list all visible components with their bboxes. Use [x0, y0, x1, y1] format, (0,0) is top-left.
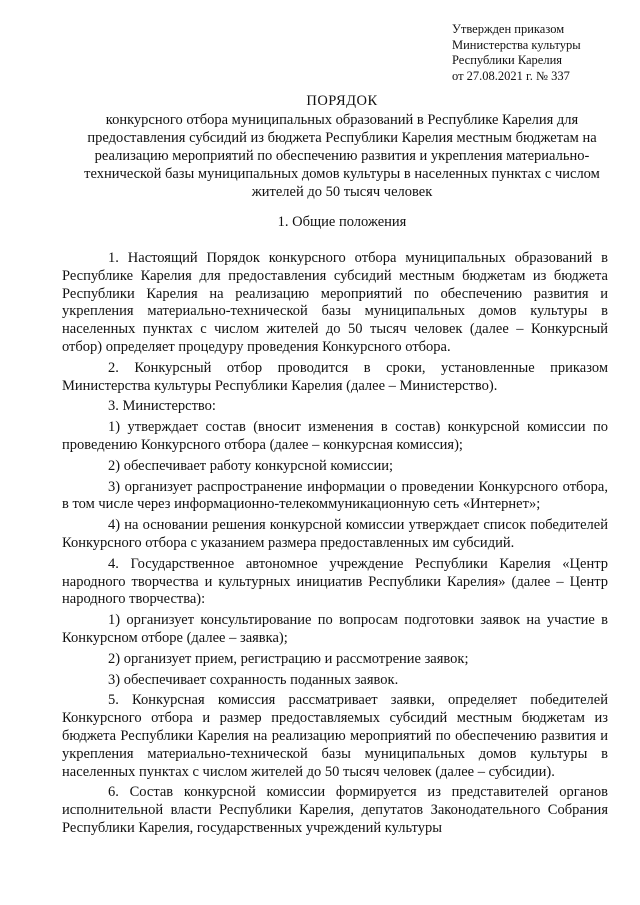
paragraph: 3. Министерство:	[108, 398, 216, 415]
paragraph: 5. Конкурсная комиссия рассматривает заявки, определяет победителей Конкурсного отбора и размер предоставляемых субсидий местным бюджетам из бюджета Республики Карелия на реализацию мероприятий по обеспечению развития и укрепления материально-технической базы муниципальных домов культуры в населенных пунктах с числом жителей до 50 тысяч человек (далее – субсидии).	[62, 692, 608, 780]
document-title	[76, 92, 608, 201]
approval-line: Республики Карелия	[452, 53, 563, 67]
approval-line: от 27.08.2021 г. № 337	[452, 68, 570, 83]
paragraph: 2) организует прием, регистрацию и рассмотрение заявок;	[108, 650, 469, 667]
paragraph: 6. Состав конкурсной комиссии формируется из представителей органов исполнительной власти Республики Карелия, депутатов Законодательного Собрания Республики Карелия, государственных учреждений культуры	[62, 784, 608, 836]
approval-line: Министерства культуры	[452, 37, 581, 52]
paragraph: 3) организует распространение информации о проведении Конкурсного отбора, в том числе через информационно-телекоммуникационную сеть «Интернет»;	[62, 478, 608, 513]
approval-line: Утвержден приказом	[452, 22, 565, 36]
paragraph: 1. Настоящий Порядок конкурсного отбора муниципальных образований в Республике Карелия для предоставления субсидий местным бюджетам из бюджета Республики Карелия на реализацию мероприятий по обеспечению развития и укрепления материально-технической базы муниципальных домов культуры в населенных пунктах с числом жителей до 50 тысяч человек (далее – Конкурсный отбор) определяет процедуру проведения Конкурсного отбора.	[62, 250, 608, 355]
title-main: ПОРЯДОК	[306, 93, 378, 109]
paragraph: 1) утверждает состав (вносит изменения в состав) конкурсной комиссии по проведению Конкурсного отбора (далее – конкурсная комиссия);	[62, 419, 608, 453]
paragraph: 2. Конкурсный отбор проводится в сроки, установленные приказом Министерства культуры Республики Карелия (далее – Министерство).	[62, 359, 608, 394]
paragraph: 3) обеспечивает сохранность поданных заявок.	[108, 671, 399, 688]
approval-stamp	[452, 22, 581, 84]
paragraph: 4. Государственное автономное учреждение Республики Карелия «Центр народного творчества и культурных инициатив Республики Карелия» (далее – Центр народного творчества):	[62, 555, 608, 608]
paragraph: 4) на основании решения конкурсной комиссии утверждает список победителей Конкурсного отбора с указанием размера предоставленных им субсидий.	[62, 517, 608, 551]
section-heading: 1. Общие положения	[277, 214, 407, 230]
paragraph: 2) обеспечивает работу конкурсной комиссии;	[108, 457, 394, 474]
title-subtitle: конкурсного отбора муниципальных образований в Республике Карелия для предоставления субсидий из бюджета Республики Карелия местным бюджетам на реализацию мероприятий по обеспечению развития и укрепления материально-технической базы муниципальных домов культуры в населенных пунктах с числом жителей до 50 тысяч человек	[84, 112, 600, 200]
paragraph: 1) организует консультирование по вопросам подготовки заявок на участие в Конкурсном отборе (далее – заявка);	[62, 612, 608, 646]
document-body	[62, 250, 608, 841]
